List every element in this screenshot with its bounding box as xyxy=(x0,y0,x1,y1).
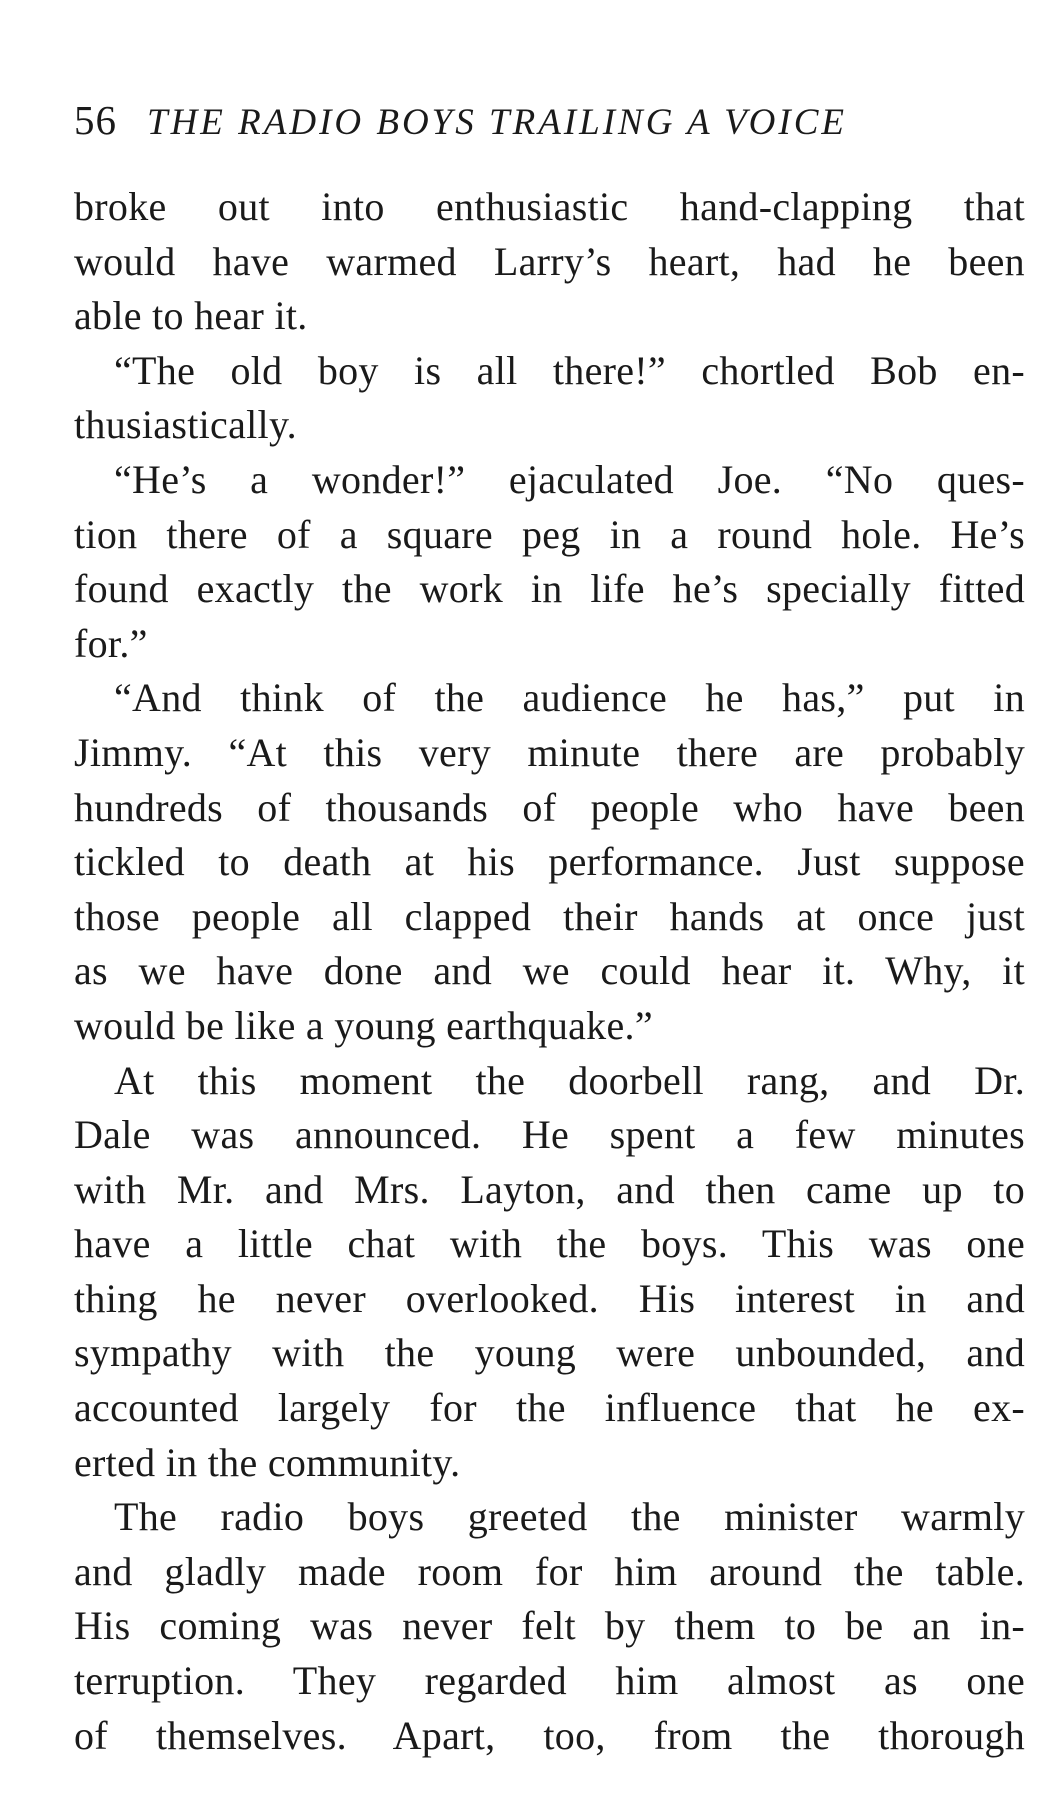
text-line: broke out into enthusiastic hand-clapping that xyxy=(74,184,1025,229)
body-text xyxy=(74,180,1025,1763)
text-line: His coming was never felt by them to be an in- xyxy=(74,1603,1025,1649)
text-line: as we have done and we could hear it. Why, it xyxy=(74,948,1025,994)
text-line: able to hear it. xyxy=(74,293,308,339)
text-line: thusiastically. xyxy=(74,402,297,448)
running-head xyxy=(74,96,1034,152)
text-line: have a little chat with the boys. This was one xyxy=(74,1221,1025,1267)
text-line: terruption. They regarded him almost as one xyxy=(74,1658,1025,1704)
text-line: Jimmy. “At this very minute there are probably xyxy=(74,729,1025,775)
paragraph xyxy=(74,180,1025,344)
text-line: would have warmed Larry’s heart, had he been xyxy=(74,238,1025,284)
text-line: tion there of a square peg in a round hole. He’s xyxy=(74,511,1025,557)
text-line: found exactly the work in life he’s specially fitted xyxy=(74,566,1025,612)
text-line: thing he never overlooked. His interest in and xyxy=(74,1275,1025,1321)
paragraph xyxy=(74,1054,1025,1491)
text-line: erted in the community. xyxy=(74,1439,461,1485)
running-title: THE RADIO BOYS TRAILING A VOICE xyxy=(147,102,847,143)
text-line: sympathy with the young were unbounded, and xyxy=(74,1330,1025,1376)
text-line: and gladly made room for him around the table. xyxy=(74,1548,1025,1594)
text-line: would be like a young earthquake.” xyxy=(74,1002,653,1048)
paragraph xyxy=(74,453,1025,671)
text-line: of themselves. Apart, too, from the thorough xyxy=(74,1712,1025,1758)
text-line: for.” xyxy=(74,620,148,666)
text-line: accounted largely for the influence that he ex- xyxy=(74,1385,1025,1431)
text-line: those people all clapped their hands at once just xyxy=(74,893,1025,939)
paragraph xyxy=(74,1490,1025,1763)
page-number: 56 xyxy=(74,97,117,143)
text-line: Dale was announced. He spent a few minutes xyxy=(74,1112,1025,1158)
text-line: with Mr. and Mrs. Layton, and then came up to xyxy=(74,1166,1025,1212)
text-line: hundreds of thousands of people who have been xyxy=(74,784,1025,830)
paragraph xyxy=(74,671,1025,1053)
text-line: tickled to death at his performance. Just suppose xyxy=(74,839,1025,885)
text-line: “And think of the audience he has,” put in xyxy=(114,675,1025,721)
text-line: At this moment the doorbell rang, and Dr. xyxy=(114,1057,1025,1103)
text-line: “The old boy is all there!” chortled Bob en- xyxy=(114,347,1025,393)
text-line: “He’s a wonder!” ejaculated Joe. “No ques- xyxy=(114,456,1025,502)
text-line: The radio boys greeted the minister warmly xyxy=(114,1494,1025,1540)
paragraph xyxy=(74,344,1025,453)
